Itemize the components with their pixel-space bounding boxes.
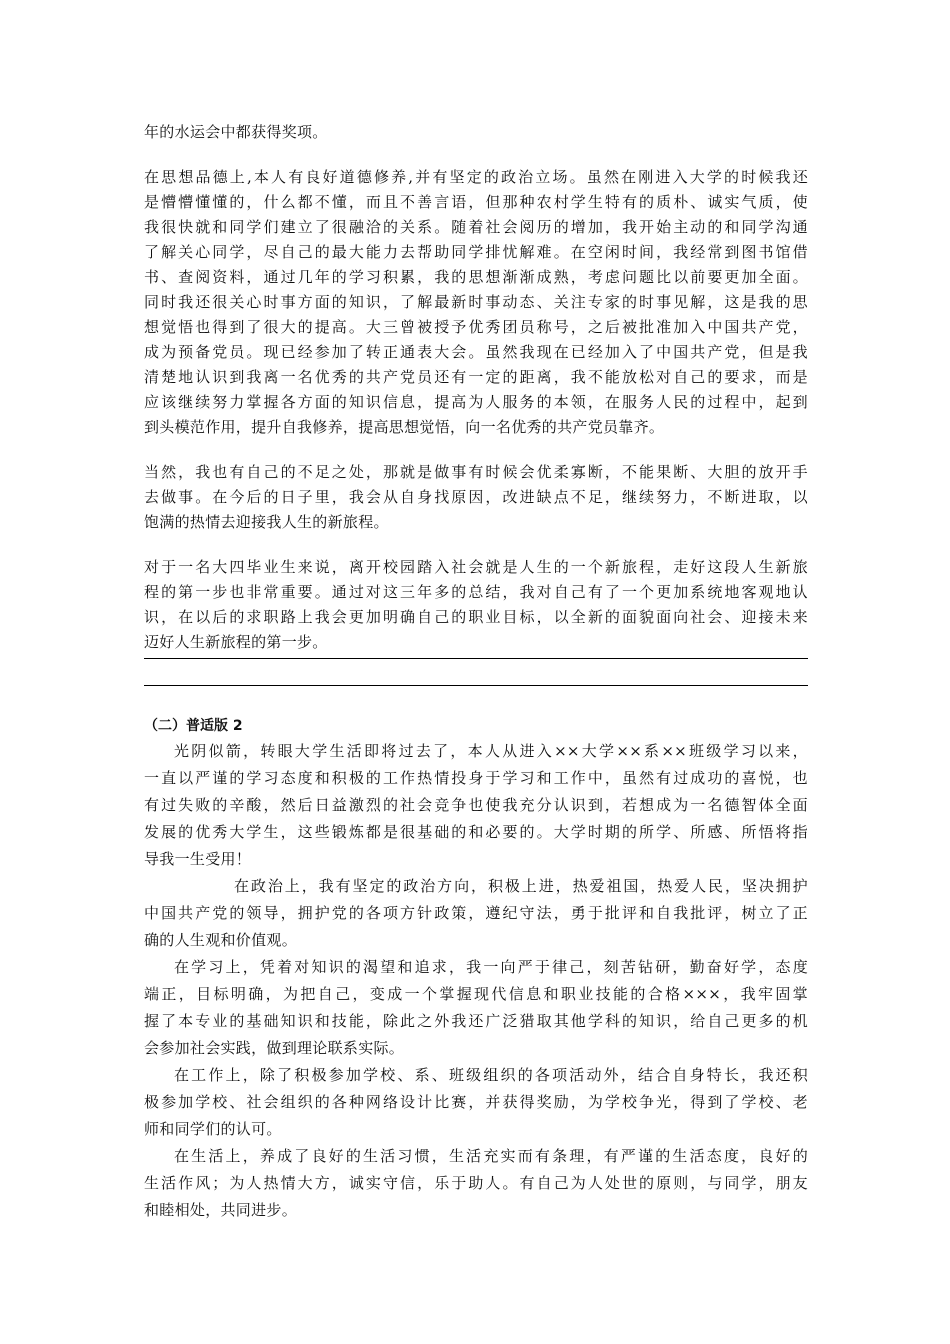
text-line: 生活作风；为人热情大方，诚实守信，乐于助人。有自己为人处世的原则，与同学，朋友 bbox=[144, 1174, 808, 1192]
text-line: 饱满的热情去迎接我人生的新旅程。 bbox=[144, 513, 389, 531]
text-line: 在学习上，凭着对知识的渴望和追求，我一向严于律己，刻苦钻研，勤奋好学，态度 bbox=[174, 958, 808, 976]
text-line: 端正，目标明确，为把自己，变成一个掌握现代信息和职业技能的合格×××，我牢固掌 bbox=[144, 985, 808, 1003]
text-line: 和睦相处，共同进步。 bbox=[144, 1201, 298, 1219]
paragraph-swim-award bbox=[144, 120, 808, 145]
text-line: 清楚地认识到我离一名优秀的共产党员还有一定的距离，我不能放松对自己的要求，而是 bbox=[144, 368, 808, 386]
text-line: 程的第一步也非常重要。通过对这三年多的总结，我对自己有了一个更加系统地客观地认 bbox=[144, 583, 808, 601]
text-line: 光阴似箭，转眼大学生活即将过去了，本人从进入××大学××系××班级学习以来， bbox=[174, 742, 808, 760]
paragraph-intro bbox=[144, 738, 808, 873]
text-line: 在工作上，除了积极参加学校、系、班级组织的各项活动外，结合自身特长，我还积 bbox=[174, 1066, 808, 1084]
text-line: 年的水运会中都获得奖项。 bbox=[144, 123, 328, 141]
text-line: 极参加学校、社会组织的各种网络设计比赛，并获得奖励，为学校争光，得到了学校、老 bbox=[144, 1093, 808, 1111]
text-line: 中国共产党的领导，拥护党的各项方针政策，遵纪守法，勇于批评和自我批评，树立了正 bbox=[144, 904, 808, 922]
text-line: 识，在以后的求职路上我会更加明确自己的职业目标，以全新的面貌面向社会、迎接未来 bbox=[144, 608, 808, 626]
text-line: 在政治上，我有坚定的政治方向，积极上进，热爱祖国，热爱人民，坚决拥护 bbox=[234, 877, 808, 895]
text-line: 了解关心同学，尽自己的最大能力去帮助同学排忧解难。在空闲时间，我经常到图书馆借 bbox=[144, 243, 808, 261]
text-line: 确的人生观和价值观。 bbox=[144, 931, 298, 949]
paragraph-shortcomings bbox=[144, 460, 808, 535]
section-heading: （二）普适版 2 bbox=[144, 718, 243, 734]
text-line: 去做事。在今后的日子里，我会从自身找原因，改进缺点不足，继续努力，不断进取，以 bbox=[144, 488, 808, 506]
paragraph-life bbox=[144, 1143, 808, 1224]
text-line: 应该继续努力掌握各方面的知识信息，提高为人服务的本领，在服务人民的过程中，起到 bbox=[144, 393, 808, 411]
text-line: 在思想品德上,本人有良好道德修养,并有坚定的政治立场。虽然在刚进入大学的时候我还 bbox=[144, 168, 808, 186]
horizontal-rule bbox=[144, 658, 808, 659]
text-line: 迈好人生新旅程的第一步。 bbox=[144, 633, 328, 651]
text-line: 发展的优秀大学生，这些锻炼都是很基础的和必要的。大学时期的所学、所感、所悟将指 bbox=[144, 823, 808, 841]
text-line: 到头模范作用，提升自我修养，提高思想觉悟，向一名优秀的共产党员靠齐。 bbox=[144, 418, 665, 436]
text-line: 会参加社会实践，做到理论联系实际。 bbox=[144, 1039, 405, 1057]
paragraph-work bbox=[144, 1062, 808, 1143]
text-line: 是懵懵懂懂的，什么都不懂，而且不善言语，但那种农村学生特有的质朴、诚实气质，使 bbox=[144, 193, 808, 211]
text-line: 在生活上，养成了良好的生活习惯，生活充实而有条理，有严谨的生活态度，良好的 bbox=[174, 1147, 808, 1165]
document-page bbox=[144, 120, 808, 1224]
text-line: 师和同学们的认可。 bbox=[144, 1120, 282, 1138]
text-line: 书、查阅资料，通过几年的学习积累，我的思想渐渐成熟，考虑问题比以前要更加全面。 bbox=[144, 268, 808, 286]
paragraph-politics bbox=[144, 873, 808, 954]
paragraph-graduation bbox=[144, 555, 808, 655]
text-line: 一直以严谨的学习态度和积极的工作热情投身于学习和工作中，虽然有过成功的喜悦，也 bbox=[144, 769, 808, 787]
text-line: 同时我还很关心时事方面的知识，了解最新时事动态、关注专家的时事见解，这是我的思 bbox=[144, 293, 808, 311]
text-line: 我很快就和同学们建立了很融洽的关系。随着社会阅历的增加，我开始主动的和同学沟通 bbox=[144, 218, 808, 236]
text-line: 握了本专业的基础知识和技能，除此之外我还广泛猎取其他学科的知识，给自己更多的机 bbox=[144, 1012, 808, 1030]
text-line: 有过失败的辛酸，然后日益激烈的社会竞争也使我充分认识到，若想成为一名德智体全面 bbox=[144, 796, 808, 814]
paragraph-study bbox=[144, 954, 808, 1062]
text-line: 成为预备党员。现已经参加了转正通表大会。虽然我现在已经加入了中国共产党，但是我 bbox=[144, 343, 808, 361]
text-line: 想觉悟也得到了很大的提高。大三曾被授予优秀团员称号，之后被批准加入中国共产党， bbox=[144, 318, 808, 336]
text-line: 导我一生受用！ bbox=[144, 850, 252, 868]
text-line: 对于一名大四毕业生来说，离开校园踏入社会就是人生的一个新旅程，走好这段人生新旅 bbox=[144, 558, 808, 576]
text-line: 当然，我也有自己的不足之处，那就是做事有时候会优柔寡断，不能果断、大胆的放开手 bbox=[144, 463, 808, 481]
paragraph-moral-character bbox=[144, 165, 808, 440]
